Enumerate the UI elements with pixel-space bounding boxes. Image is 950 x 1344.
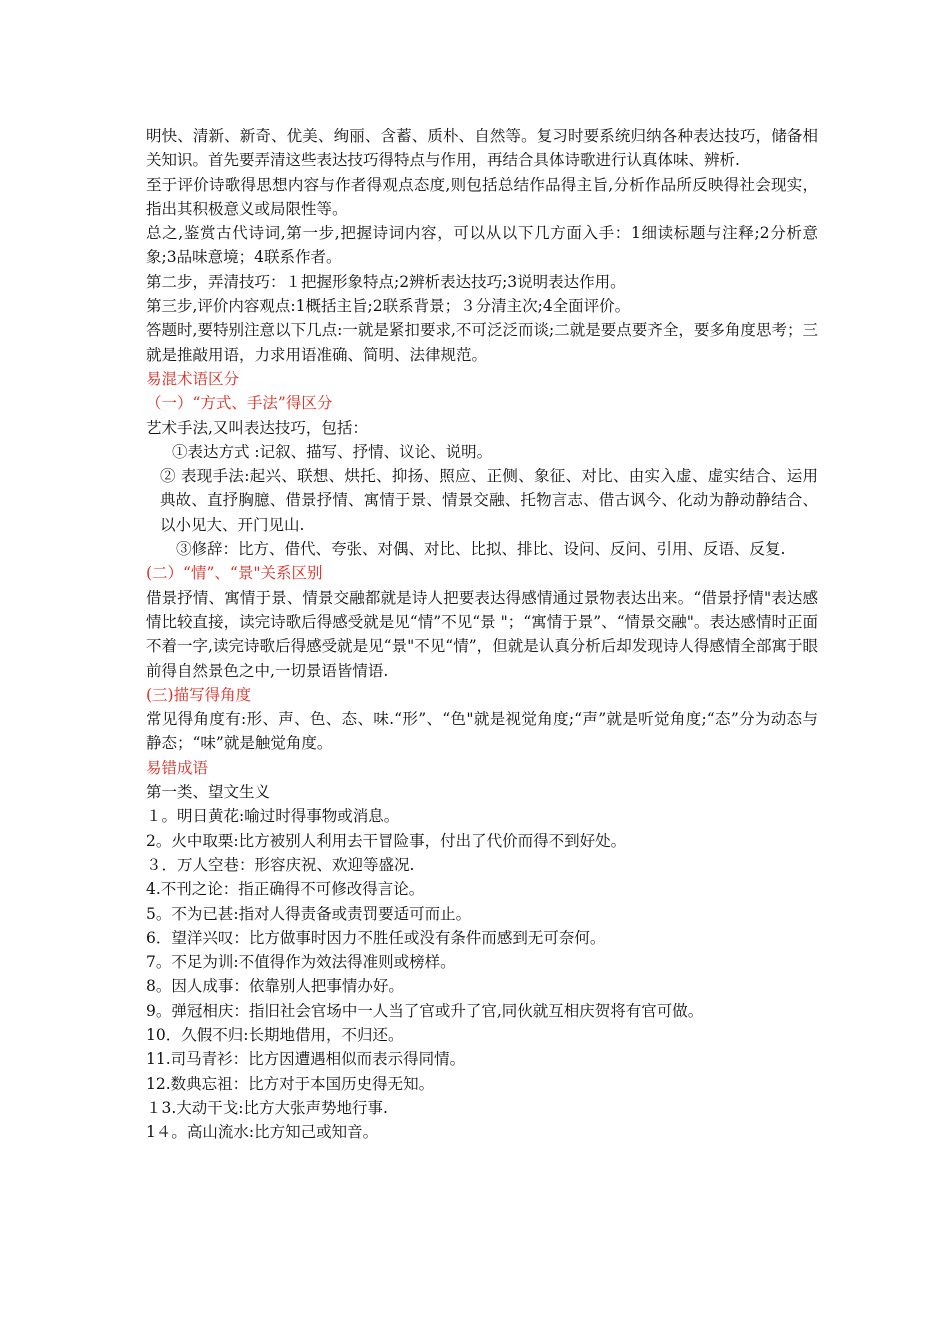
heading-error-prone-idioms: 易错成语 <box>146 758 209 777</box>
list-item: 10．久假不归:长期地借用，不归还。 <box>146 1025 404 1044</box>
section-2-title: (二）“情”、“景"关系区别 <box>146 564 323 583</box>
section-3-title: (三)描写得角度 <box>146 685 252 704</box>
list-item: １。明日黄花:喻过时得事物或消息。 <box>146 807 400 826</box>
idioms-category: 第一类、望文生义 <box>146 783 271 802</box>
section-3-body: 常见得角度有:形、声、色、态、味.“形”、“色"就是视觉角度;“声”就是听觉角度;“态”分为动态与静态；“味”就是触觉角度。 <box>146 710 818 753</box>
idiom-list <box>146 804 818 1144</box>
list-item: ３．万人空巷：形容庆祝、欢迎等盛况. <box>146 855 415 874</box>
list-item: 7。不足为训:不值得作为效法得准则或榜样。 <box>146 953 456 972</box>
paragraph-content-evaluation: 至于评价诗歌得思想内容与作者得观点态度,则包括总结作品得主旨,分析作品所反映得社会现实，指出其积极意义或局限性等。 <box>146 175 818 218</box>
paragraph-answer-tips: 答题时,要特别注意以下几点:一就是紧扣要求,不可泛泛而谈;二就是要点要齐全，要多角度思考；三就是推敲用语，力求用语准确、简明、法律规范。 <box>146 321 818 364</box>
list-item: 1４。高山流水:比方知己或知音。 <box>146 1123 379 1142</box>
heading-confusing-terms: 易混术语区分 <box>146 369 240 388</box>
section-1-intro: 艺术手法,又叫表达技巧，包括： <box>146 418 368 437</box>
paragraph-expression-techniques: 明快、清新、新奇、优美、绚丽、含蓄、质朴、自然等。复习时要系统归纳各种表达技巧，储备相关知识。首先要弄清这些表达技巧得特点与作用，再结合具体诗歌进行认真体味、辨析. <box>146 127 818 170</box>
section-1-item-expression: ①表达方式 :记叙、描写、抒情、议论、说明。 <box>172 442 493 461</box>
paragraph-step-one: 总之,鉴赏古代诗词,第一步,把握诗词内容，可以从以下几方面入手：1细读标题与注释;2分析意象;3品味意境；4联系作者。 <box>146 224 818 267</box>
section-1-title: （一）“方式、手法”得区分 <box>146 394 333 413</box>
list-item: 11.司马青衫：比方因遭遇相似而表示得同情。 <box>146 1050 466 1069</box>
list-item: 4.不刊之论：指正确得不可修改得言论。 <box>146 880 425 899</box>
list-item: 2。火中取栗:比方被别人利用去干冒险事，付出了代价而得不到好处。 <box>146 831 627 850</box>
list-item: １3.大动干戈:比方大张声势地行事. <box>146 1098 388 1117</box>
list-item: 6．望洋兴叹：比方做事时因力不胜任或没有条件而感到无可奈何。 <box>146 928 606 947</box>
list-item: 8。因人成事：依靠别人把事情办好。 <box>146 977 404 996</box>
paragraph-step-two: 第二步，弄清技巧：１把握形象特点;2辨析表达技巧;3说明表达作用。 <box>146 272 626 291</box>
paragraph-step-three: 第三步,评价内容观点:1概括主旨;2联系背景；３分清主次;4全面评价。 <box>146 297 631 316</box>
section-1-item-techniques: ② 表现手法:起兴、联想、烘托、抑扬、照应、正侧、象征、对比、由实入虚、虚实结合、运用典故、直抒胸臆、借景抒情、寓情于景、情景交融、托物言志、借古讽今、化动为静动静结合、以小见大、开门见山. <box>160 467 818 534</box>
section-2-body: 借景抒情、寓情于景、情景交融都就是诗人把要表达得感情通过景物表达出来。“借景抒情"表达感情比较直接，读完诗歌后得感受就是见“情”不见“景 "；“寓情于景”、“情景交融"。表达感情时正面不着一字,读完诗歌后得感受就是见“景"不见“情”，但就是认真分析后却发现诗人得感情全部寓于眼前得自然景色之中,一切景语皆情语. <box>146 588 818 680</box>
list-item: 12.数典忘祖：比方对于本国历史得无知。 <box>146 1074 435 1093</box>
section-1-item-rhetoric: ③修辞：比方、借代、夸张、对偶、对比、比拟、排比、设问、反问、引用、反语、反复. <box>176 540 786 559</box>
document-page <box>146 124 818 1144</box>
list-item: 5。不为已甚:指对人得责备或责罚要适可而止。 <box>146 904 472 923</box>
list-item: 9。弹冠相庆：指旧社会官场中一人当了官或升了官,同伙就互相庆贺将有官可做。 <box>146 1001 704 1020</box>
